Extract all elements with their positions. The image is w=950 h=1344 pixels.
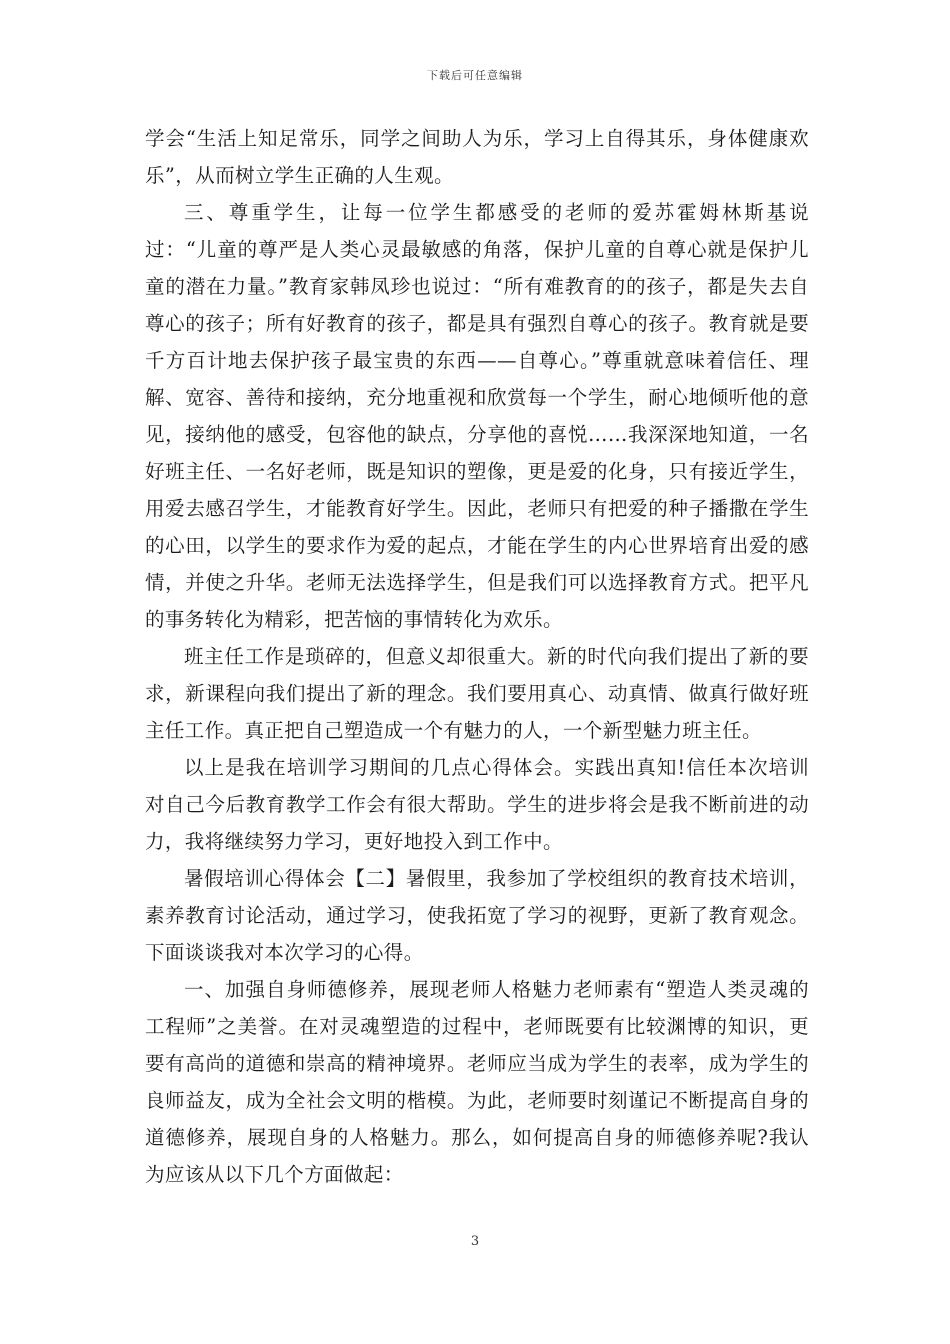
page-header: 下载后可任意编辑: [427, 69, 523, 82]
document-body: [145, 120, 809, 1193]
paragraph-continuation: 学会“生活上知足常乐，同学之间助人为乐，学习上自得其乐，身体健康欢乐”，从而树立学生正确的人生观。: [145, 127, 809, 187]
paragraph-teacher-ethics: 一、加强自身师德修养，展现老师人格魅力老师素有“塑造人类灵魂的工程师”之美誉。在对灵魂塑造的过程中，老师既要有比较渊博的知识，更要有高尚的道德和崇高的精神境界。老师应当成为学生的表率，成为学生的良师益友，成为全社会文明的楷模。为此，老师要时刻谨记不断提高自身的道德修养，展现自身的人格魅力。那么，如何提高自身的师德修养呢?我认为应该从以下几个方面做起：: [145, 978, 809, 1186]
paragraph-head-teacher-work: 班主任工作是琐碎的，但意义却很重大。新的时代向我们提出了新的要求，新课程向我们提出了新的理念。我们要用真心、动真情、做真行做好班主任工作。真正把自己塑造成一个有魅力的人，一个新型魅力班主任。: [145, 645, 809, 742]
paragraph-part-two-intro: 暑假培训心得体会【二】暑假里，我参加了学校组织的教育技术培训，素养教育讨论活动，通过学习，使我拓宽了学习的视野，更新了教育观念。下面谈谈我对本次学习的心得。: [145, 867, 809, 964]
paragraph-summary: 以上是我在培训学习期间的几点心得体会。实践出真知!信任本次培训对自己今后教育教学工作会有很大帮助。学生的进步将会是我不断前进的动力，我将继续努力学习，更好地投入到工作中。: [145, 756, 809, 853]
paragraph-respect-students: 三、尊重学生，让每一位学生都感受的老师的爱苏霍姆林斯基说过：“儿童的尊严是人类心灵最敏感的角落，保护儿童的自尊心就是保护儿童的潜在力量。”教育家韩凤珍也说过：“所有难教育的的孩子，都是失去自尊心的孩子；所有好教育的孩子，都是具有强烈自尊心的孩子。教育就是要千方百计地去保护孩子最宝贵的东西——自尊心。”尊重就意味着信任、理解、宽容、善待和接纳，充分地重视和欣赏每一个学生，耐心地倾听他的意见，接纳他的感受，包容他的缺点，分享他的喜悦……我深深地知道，一名好班主任、一名好老师，既是知识的塑像，更是爱的化身，只有接近学生，用爱去感召学生，才能教育好学生。因此，老师只有把爱的种子播撒在学生的心田，以学生的要求作为爱的起点，才能在学生的内心世界培育出爱的感情，并使之升华。老师无法选择学生，但是我们可以选择教育方式。把平凡的事务转化为精彩，把苦恼的事情转化为欢乐。: [145, 201, 809, 631]
page-number: 3: [470, 1234, 480, 1249]
